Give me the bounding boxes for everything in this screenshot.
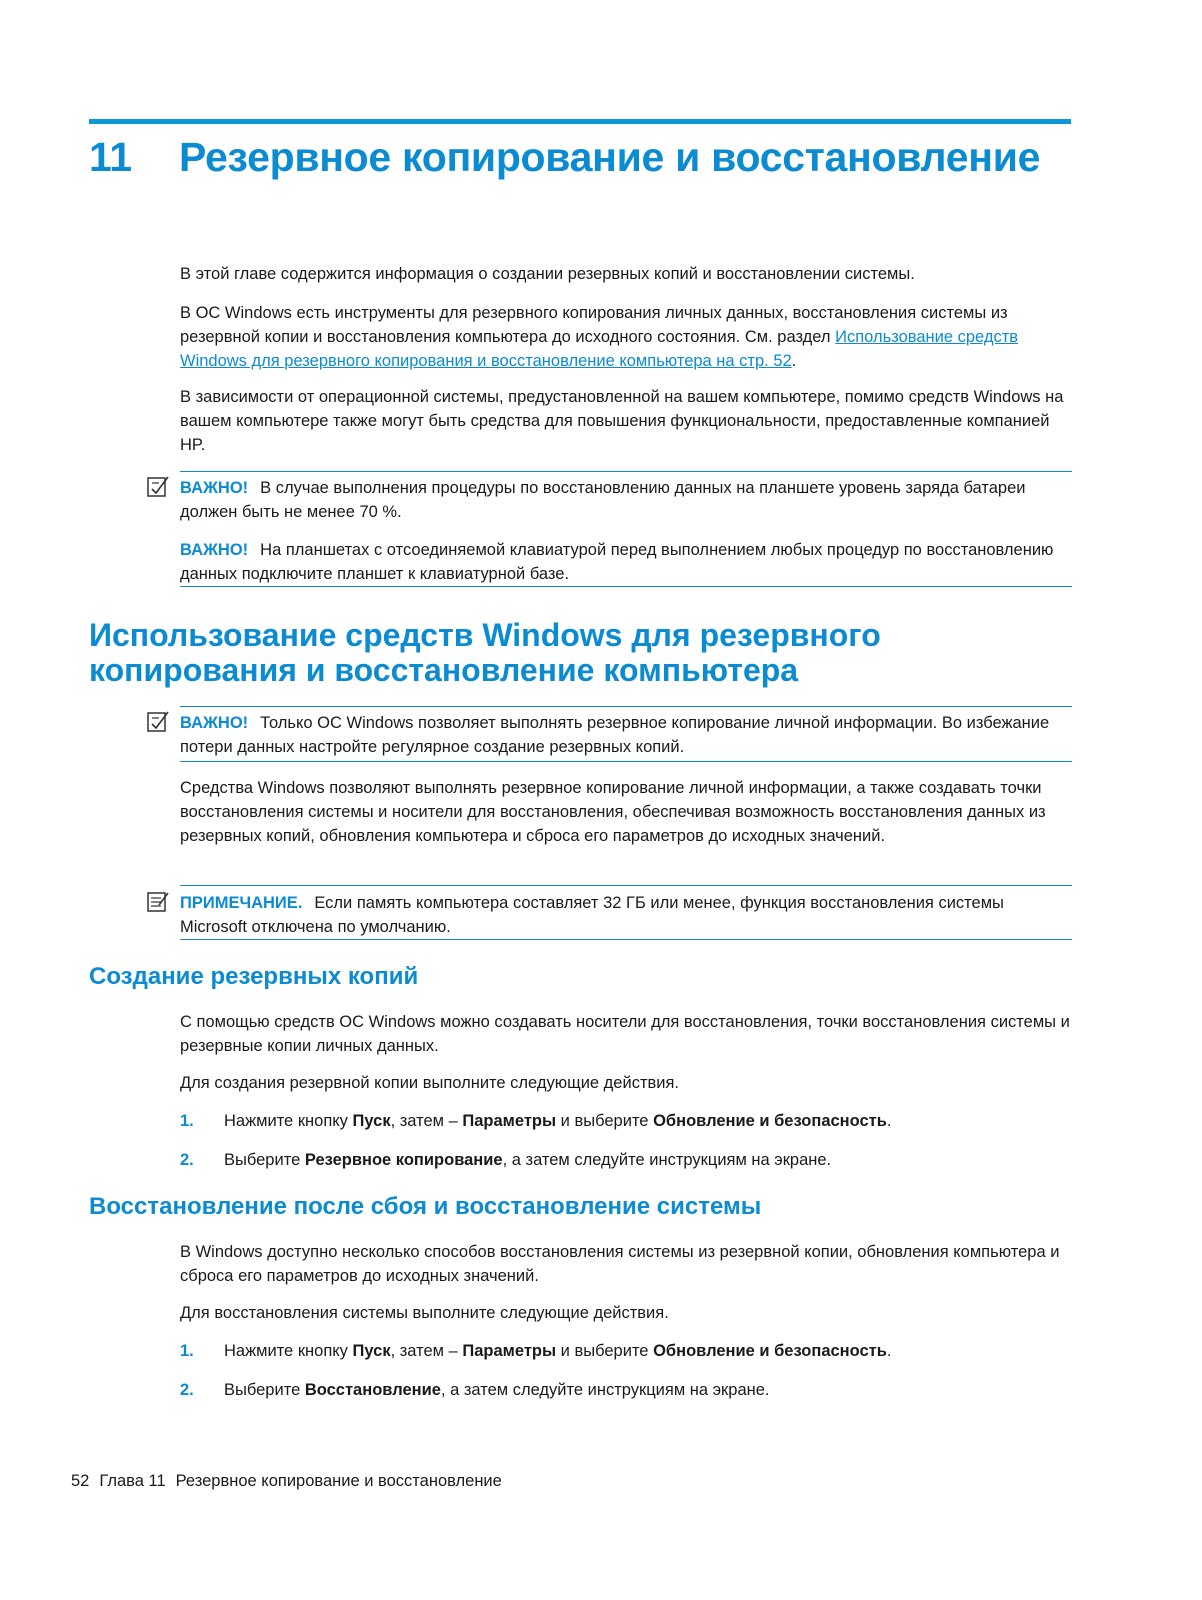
backup-heading: Создание резервных копий [89, 963, 419, 990]
restore-heading: Восстановление после сбоя и восстановление системы [89, 1193, 762, 1220]
footer-chapter: Глава 11 [99, 1472, 166, 1490]
restore-paragraph-2: Для восстановления системы выполните следующие действия. [180, 1304, 669, 1322]
important-icon [147, 475, 169, 497]
page-footer [71, 1472, 512, 1491]
restore-step-1: 1. Нажмите кнопку Пуск, затем – Параметры и выберите Обновление и безопасность. [180, 1342, 892, 1360]
restore-step-2: 2. Выберите Восстановление, а затем следуйте инструкциям на экране. [180, 1381, 770, 1399]
chapter-top-rule [89, 119, 1071, 124]
backup-step-2: 2. Выберите Резервное копирование, а затем следуйте инструкциям на экране. [180, 1151, 832, 1169]
chapter-title [89, 134, 1040, 181]
note-rule-bottom [180, 761, 1072, 762]
note-rule-bottom [180, 939, 1072, 940]
important-icon [147, 710, 169, 732]
important-note-1: ВАЖНО! В случае выполнения процедуры по восстановлению данных на планшете уровень заряда батареи должен быть не менее 70 %. [180, 479, 1026, 521]
note-rule-top [180, 706, 1072, 707]
section-link[interactable]: Использование средств Windows для резервного копирования и восстановление компьютера на стр. 52 [180, 328, 1019, 370]
section-heading: Использование средств Windows для резервного копирования и восстановление компьютера [89, 617, 881, 688]
note-label: ПРИМЕЧАНИЕ. [180, 894, 303, 912]
footer-title: Резервное копирование и восстановление [175, 1472, 502, 1490]
important-note-2: ВАЖНО! На планшетах с отсоединяемой клавиатурой перед выполнением любых процедур по восстановлению данных подключите планшет к клавиатурной базе. [180, 541, 1054, 583]
note-icon [147, 890, 169, 912]
intro-paragraph-2: В ОС Windows есть инструменты для резервного копирования личных данных, восстановления системы из резервной копии и восстановления компьютера до исходного состояния. См. раздел Использование средств Windows для резервного копирования и восстановление компьютера на стр. 52. [180, 304, 1019, 370]
note-rule-top [180, 471, 1072, 472]
important-label: ВАЖНО! [180, 714, 249, 732]
backup-step-1: 1. Нажмите кнопку Пуск, затем – Параметры и выберите Обновление и безопасность. [180, 1112, 892, 1130]
intro-paragraph-1: В этой главе содержится информация о создании резервных копий и восстановлении системы. [180, 265, 915, 283]
chapter-title-text: Резервное копирование и восстановление [179, 134, 1041, 180]
intro-paragraph-3: В зависимости от операционной системы, предустановленной на вашем компьютере, помимо средств Windows на вашем компьютере также могут быть средства для повышения функциональности, предоставленные компанией HP. [180, 388, 1064, 454]
section-paragraph: Средства Windows позволяют выполнять резервное копирование личной информации, а также создавать точки восстановления системы и носители для восстановления, обеспечивая возможность восстановления данных из резервных копий, обновления компьютера и сброса его параметров до исходных значений. [180, 779, 1046, 845]
note-rule-bottom [180, 586, 1072, 587]
chapter-number: 11 [89, 134, 132, 180]
note-block: ПРИМЕЧАНИЕ. Если память компьютера составляет 32 ГБ или менее, функция восстановления системы Microsoft отключена по умолчанию. [180, 894, 1004, 936]
important-label: ВАЖНО! [180, 541, 249, 559]
note-rule-top [180, 885, 1072, 886]
important-label: ВАЖНО! [180, 479, 249, 497]
restore-paragraph-1: В Windows доступно несколько способов восстановления системы из резервной копии, обновления компьютера и сброса его параметров до исходных значений. [180, 1243, 1060, 1285]
important-note-3: ВАЖНО! Только ОС Windows позволяет выполнять резервное копирование личной информации. Во избежание потери данных настройте регулярное создание резервных копий. [180, 714, 1050, 756]
backup-paragraph-1: С помощью средств ОС Windows можно создавать носители для восстановления, точки восстановления системы и резервные копии личных данных. [180, 1013, 1070, 1055]
page-number: 52 [71, 1472, 90, 1490]
backup-paragraph-2: Для создания резервной копии выполните следующие действия. [180, 1074, 680, 1092]
